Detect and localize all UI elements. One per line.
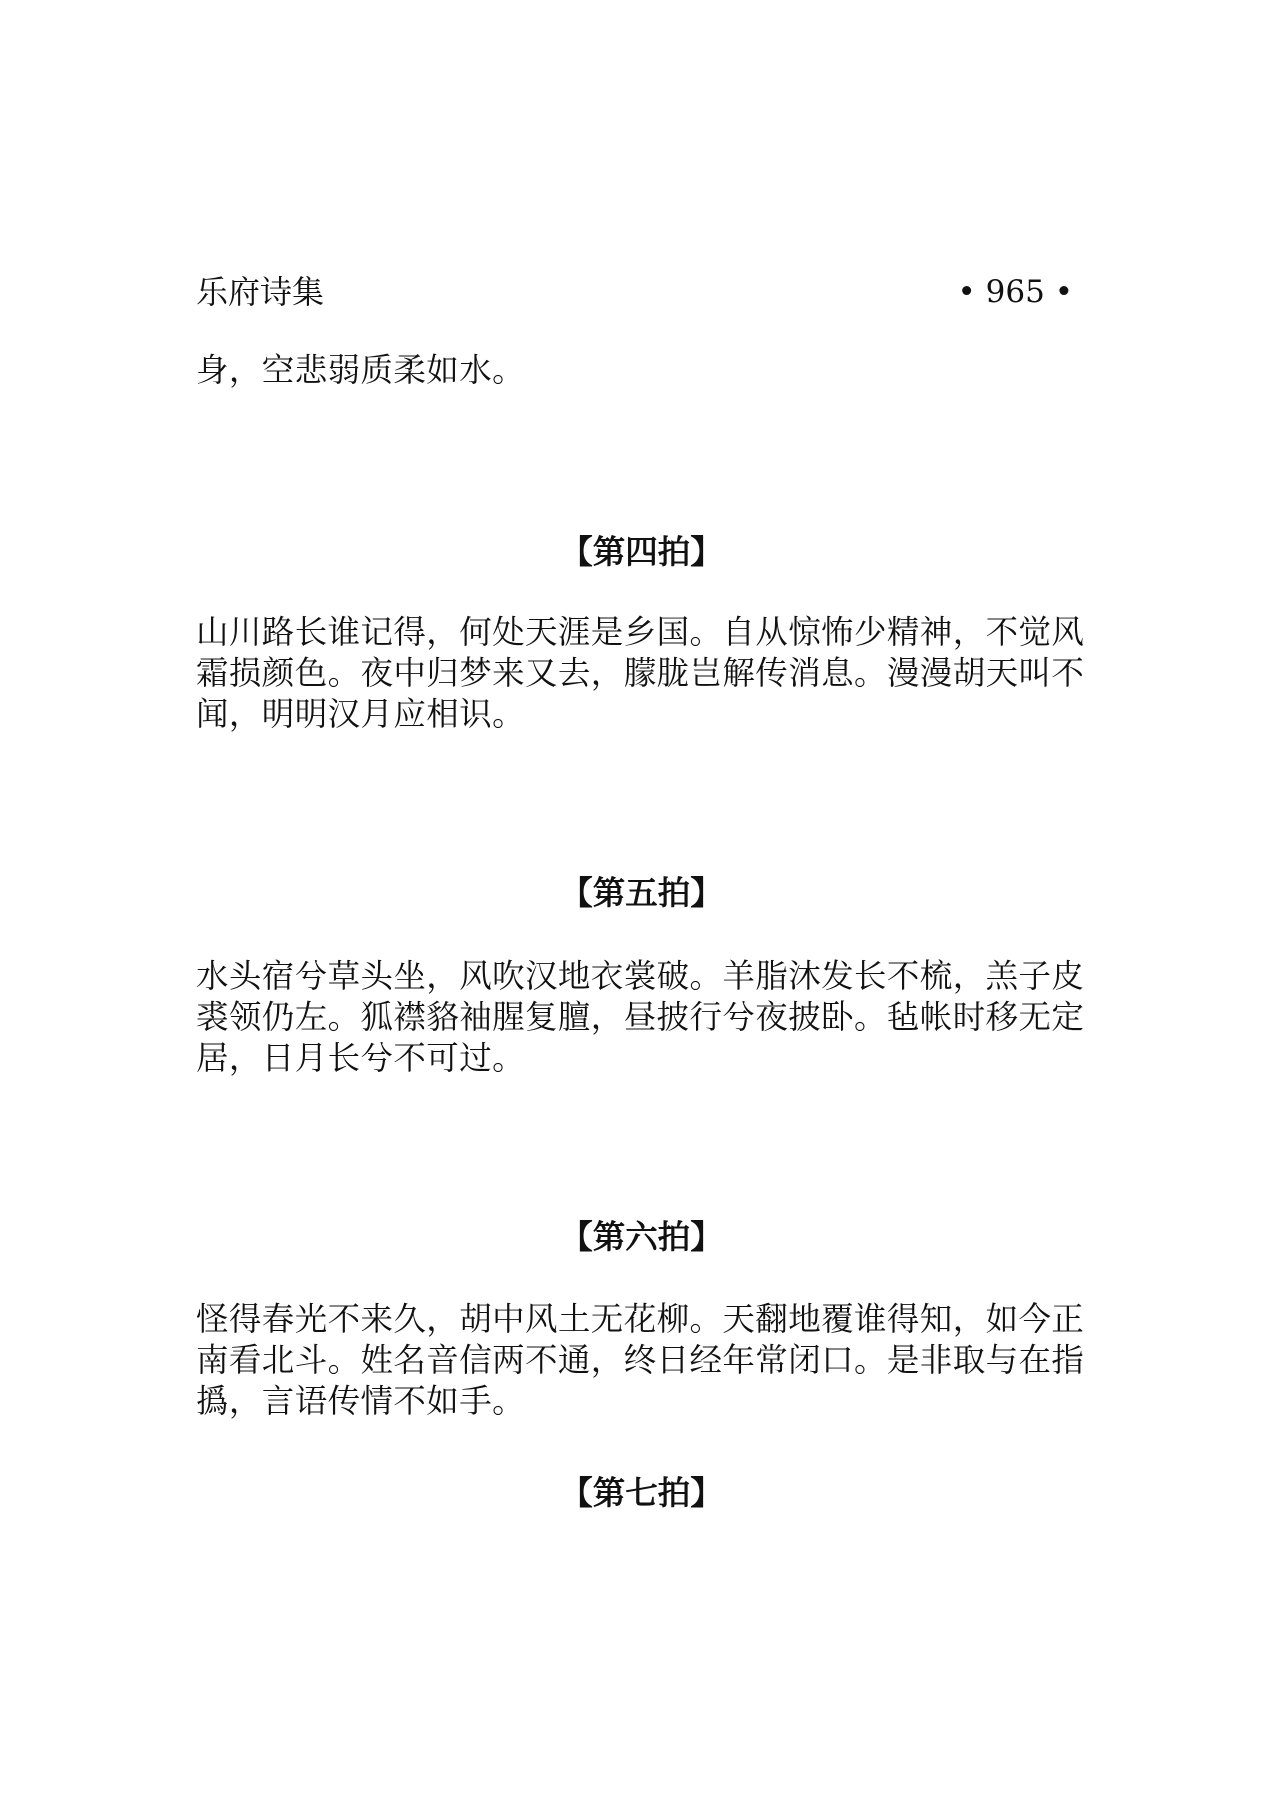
section-title-7: 【第七拍】: [560, 1473, 723, 1512]
section-title-5: 【第五拍】: [560, 873, 723, 912]
section-title-6: 【第六拍】: [560, 1217, 723, 1256]
page-number: • 965 •: [957, 274, 1073, 310]
book-title: 乐府诗集: [196, 273, 325, 311]
section-title-4: 【第四拍】: [560, 532, 723, 571]
section-text-4: 山川路长谁记得，何处天涯是乡国。自从惊怖少精神，不觉风霜损颜色。夜中归梦来又去，朦胧岂解传消息。漫漫胡天叫不闻，明明汉月应相识。: [196, 613, 1085, 733]
section-text-6: 怪得春光不来久，胡中风土无花柳。天翻地覆谁得知，如今正南看北斗。姓名音信两不通，终日经年常闭口。是非取与在指撝，言语传情不如手。: [196, 1300, 1085, 1420]
section-text-5: 水头宿兮草头坐，风吹汉地衣裳破。羊脂沐发长不梳，羔子皮裘领仍左。狐襟貉袖腥复膻，昼披行兮夜披卧。毡帐时移无定居，日月长兮不可过。: [196, 957, 1085, 1077]
continuation-paragraph: 身，空悲弱质柔如水。: [196, 351, 526, 389]
